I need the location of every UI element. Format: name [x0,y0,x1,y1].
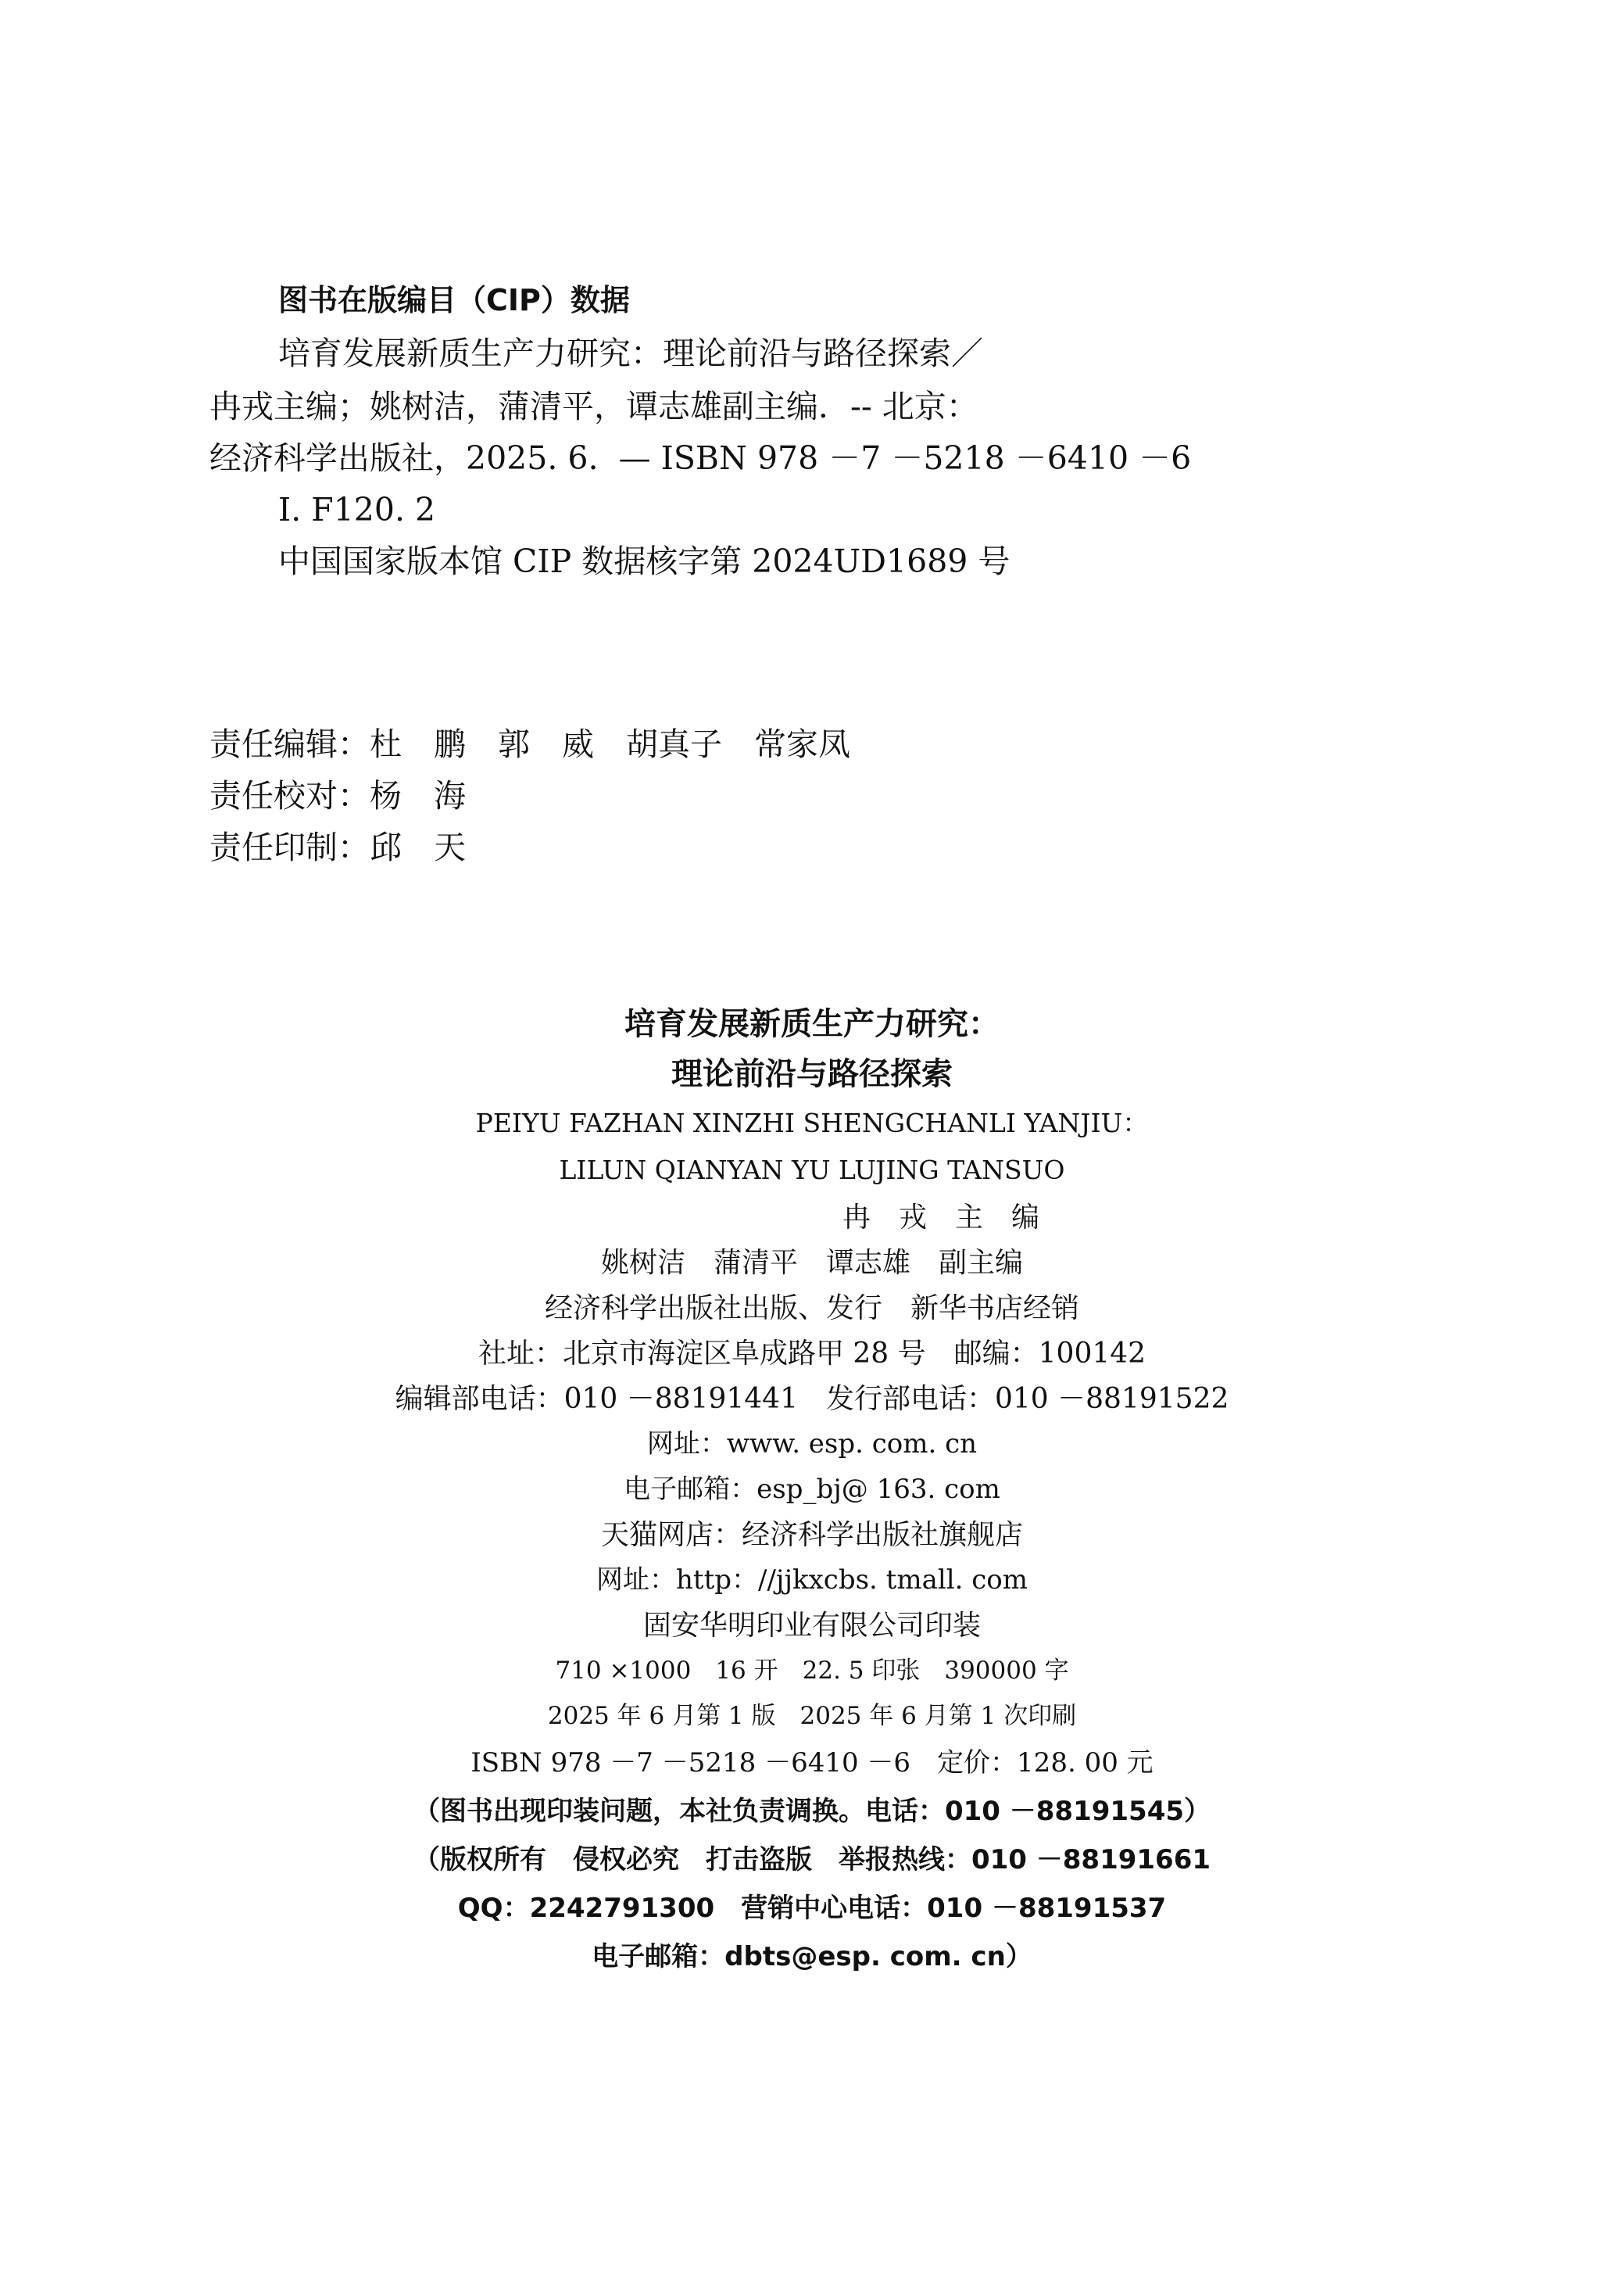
email-line: 电子邮箱：esp_bj@ 163. com [624,1474,1000,1505]
phone-line: 编辑部电话：010 －88191441 发行部电话：010 －88191522 [395,1383,1229,1415]
book-title-pinyin-line-1: PEIYU FAZHAN XINZHI SHENGCHANLI YANJIU： [475,1108,1149,1138]
cip-line-title: 培育发展新质生产力研究：理论前沿与路径探索／ [278,335,983,372]
notice-line-2: （版权所有 侵权必究 打击盗版 举报热线：010 －88191661 [413,1844,1211,1875]
notice-line-1: （图书出现印装问题，本社负责调换。电话：010 －88191545） [413,1796,1211,1827]
book-title-cn-line-1: 培育发展新质生产力研究： [624,1006,1000,1042]
responsible-proofreader: 责任校对：杨 海 [209,777,466,815]
book-title-cn-line-2: 理论前沿与路径探索 [671,1056,953,1092]
notice-line-3: QQ：2242791300 营销中心电话：010 －88191537 [457,1893,1167,1924]
cip-line-publisher-isbn: 经济科学出版社，2025. 6. — ISBN 978 －7 －5218 －6410 －6 [209,439,1192,477]
tmall-url-line: 网址：http：//jjkxcbs. tmall. com [596,1564,1028,1596]
tmall-store-line: 天猫网店：经济科学出版社旗舰店 [600,1519,1023,1551]
book-title-pinyin-line-2: LILUN QIANYAN YU LUJING TANSUO [559,1155,1065,1185]
cip-line-classification: Ⅰ. F120. 2 [278,491,436,528]
cip-title: 图书在版编目（CIP）数据 [278,283,630,317]
deputy-editors: 姚树洁 蒲清平 谭志雄 副主编 [600,1247,1023,1279]
chief-editor: 冉 戎 主 编 [842,1202,1039,1234]
responsible-editors: 责任编辑：杜 鹏 郭 威 胡真子 常家凤 [209,725,850,763]
website-line: 网址：www. esp. com. cn [646,1428,978,1460]
specs-line: 710 ×1000 16 开 22. 5 印张 390000 字 [555,1657,1069,1685]
cip-line-editors: 冉戎主编；姚树洁，蒲清平，谭志雄副主编．-- 北京： [209,388,978,425]
responsible-printing: 责任印制：邱 天 [209,829,466,866]
isbn-price-line: ISBN 978 －7 －5218 －6410 －6 定价：128. 00 元 [470,1747,1154,1778]
publisher-line: 经济科学出版社出版、发行 新华书店经销 [544,1292,1079,1324]
edition-line: 2025 年 6 月第 1 版 2025 年 6 月第 1 次印刷 [547,1702,1077,1730]
notice-line-4: 电子邮箱：dbts@esp. com. cn） [592,1941,1032,1972]
printer-line: 固安华明印业有限公司印装 [642,1610,981,1642]
cip-line-record-number: 中国国家版本馆 CIP 数据核字第 2024UD1689 号 [278,543,1011,580]
address-line: 社址：北京市海淀区阜成路甲 28 号 邮编：100142 [478,1338,1146,1370]
